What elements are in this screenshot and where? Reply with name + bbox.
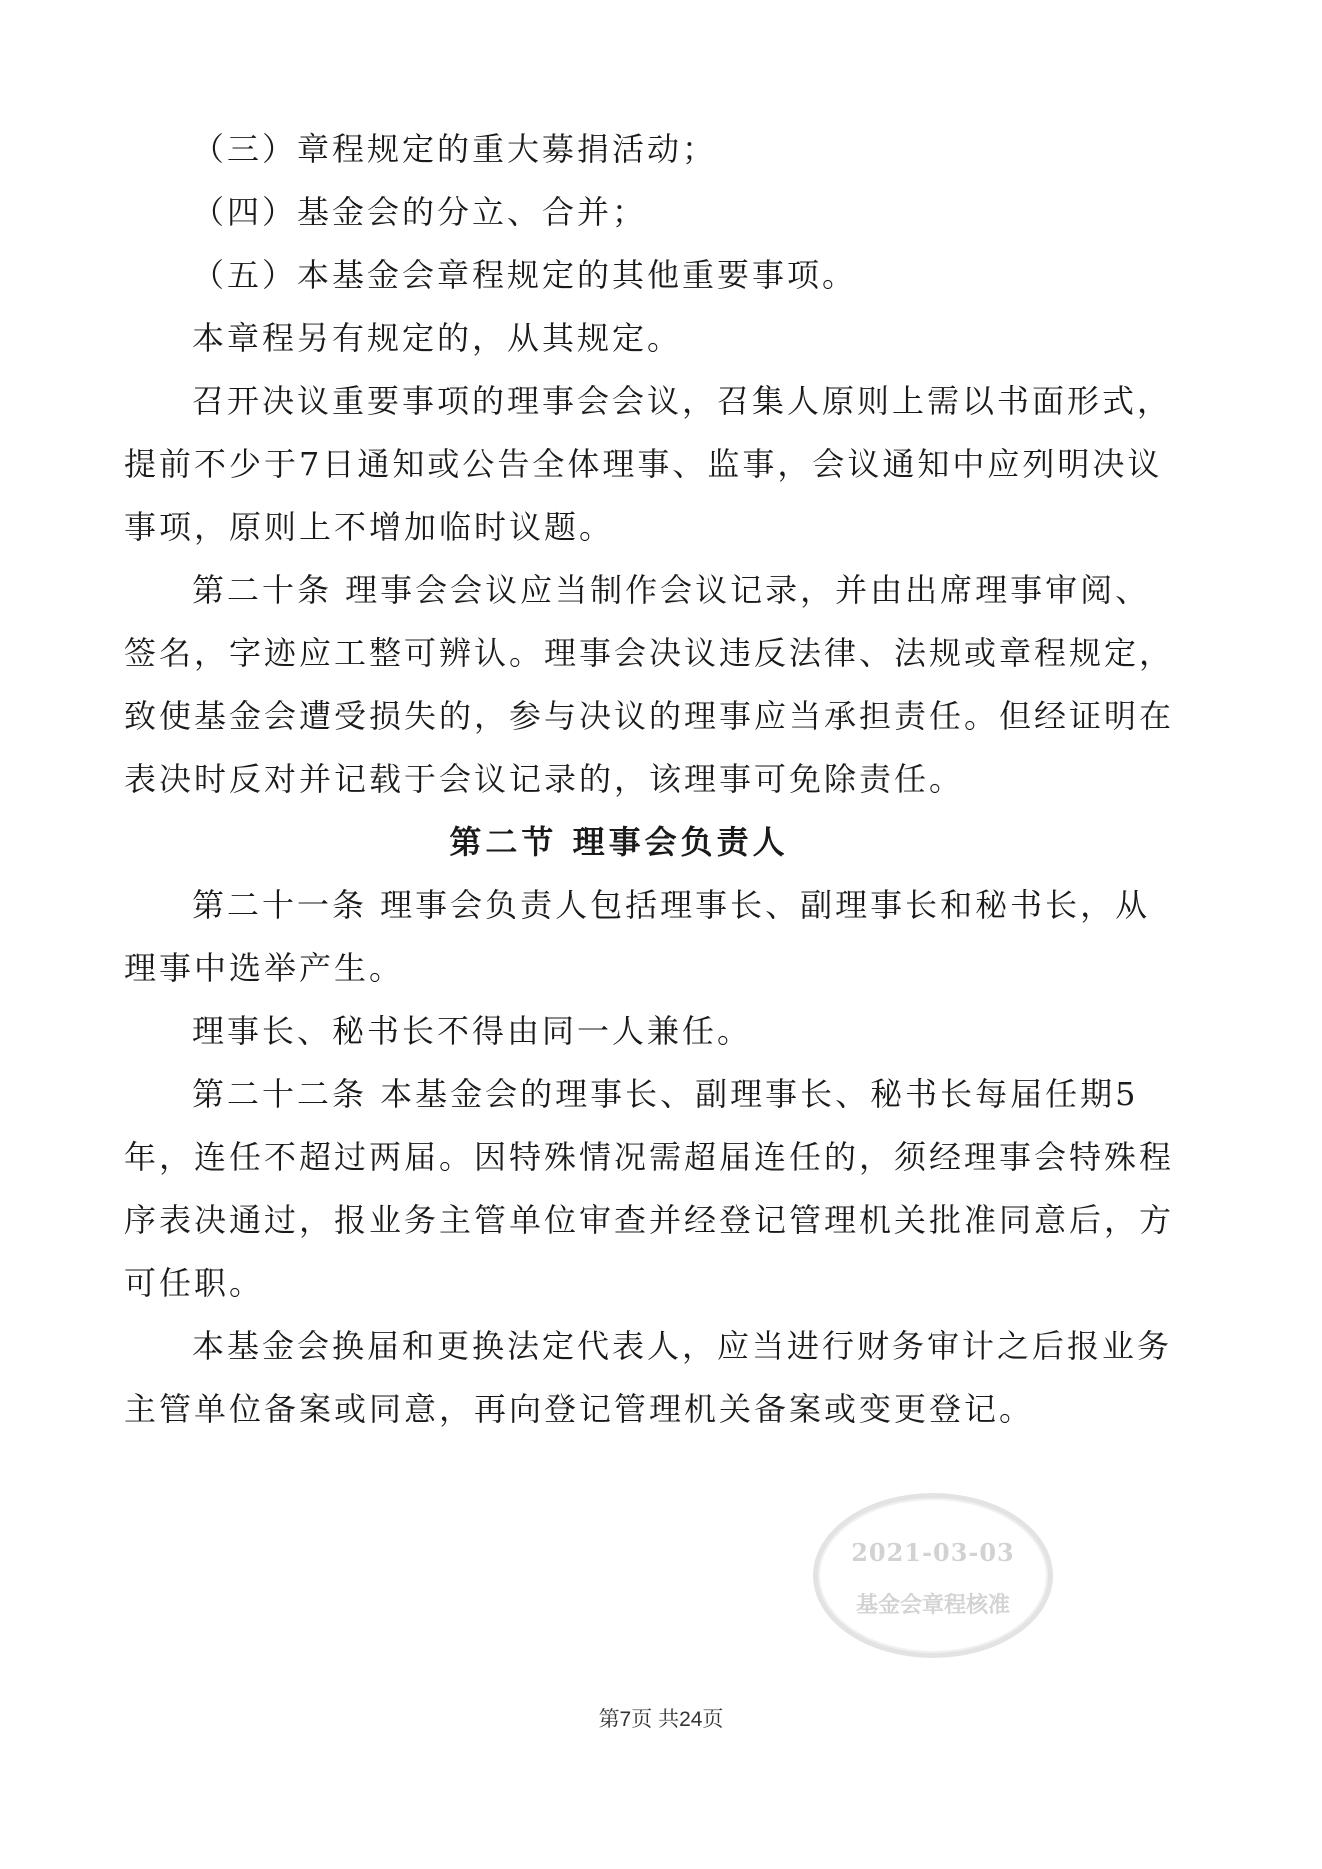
paragraph-line: 本基金会换届和更换法定代表人，应当进行财务审计之后报业务 bbox=[192, 1327, 1173, 1365]
article-22-line: 可任职。 bbox=[124, 1264, 265, 1302]
article-22-line: 年，连任不超过两届。因特殊情况需超届连任的，须经理事会特殊程 bbox=[124, 1138, 1175, 1176]
paragraph-line: 理事长、秘书长不得由同一人兼任。 bbox=[192, 1012, 753, 1050]
list-item-3: （三）章程规定的重大募捐活动； bbox=[192, 130, 718, 168]
stamp-date: 2021-03-03 bbox=[851, 1538, 1015, 1567]
document-body bbox=[124, 118, 1175, 1441]
article-22-line: 第二十二条 本基金会的理事长、副理事长、秘书长每届任期5 bbox=[192, 1075, 1139, 1113]
article-20-line: 签名，字迹应工整可辨认。理事会决议违反法律、法规或章程规定， bbox=[124, 634, 1175, 672]
paragraph-line: 事项，原则上不增加临时议题。 bbox=[124, 508, 615, 546]
article-21-line: 理事中选举产生。 bbox=[124, 949, 405, 987]
paragraph-line: 本章程另有规定的，从其规定。 bbox=[192, 319, 683, 357]
article-21-line: 第二十一条 理事会负责人包括理事长、副理事长和秘书长，从 bbox=[192, 886, 1151, 924]
article-20-line: 第二十条 理事会会议应当制作会议记录，并由出席理事审阅、 bbox=[192, 571, 1151, 609]
stamp-label: 基金会章程核准 bbox=[855, 1592, 1010, 1618]
approval-stamp bbox=[813, 1493, 1053, 1658]
section-heading: 第二节 理事会负责人 bbox=[449, 823, 789, 861]
paragraph-line: 提前不少于7日通知或公告全体理事、监事，会议通知中应列明决议 bbox=[124, 445, 1163, 483]
list-item-4: （四）基金会的分立、合并； bbox=[192, 193, 648, 231]
article-20-line: 表决时反对并记载于会议记录的，该理事可免除责任。 bbox=[124, 760, 965, 798]
list-item-5: （五）本基金会章程规定的其他重要事项。 bbox=[192, 256, 858, 294]
paragraph-line: 主管单位备案或同意，再向登记管理机关备案或变更登记。 bbox=[124, 1390, 1035, 1428]
article-20-line: 致使基金会遭受损失的，参与决议的理事应当承担责任。但经证明在 bbox=[124, 697, 1175, 735]
paragraph-line: 召开决议重要事项的理事会会议，召集人原则上需以书面形式， bbox=[192, 382, 1173, 420]
page-number: 第7页 共24页 bbox=[598, 1708, 724, 1731]
article-22-line: 序表决通过，报业务主管单位审查并经登记管理机关批准同意后，方 bbox=[124, 1201, 1175, 1239]
